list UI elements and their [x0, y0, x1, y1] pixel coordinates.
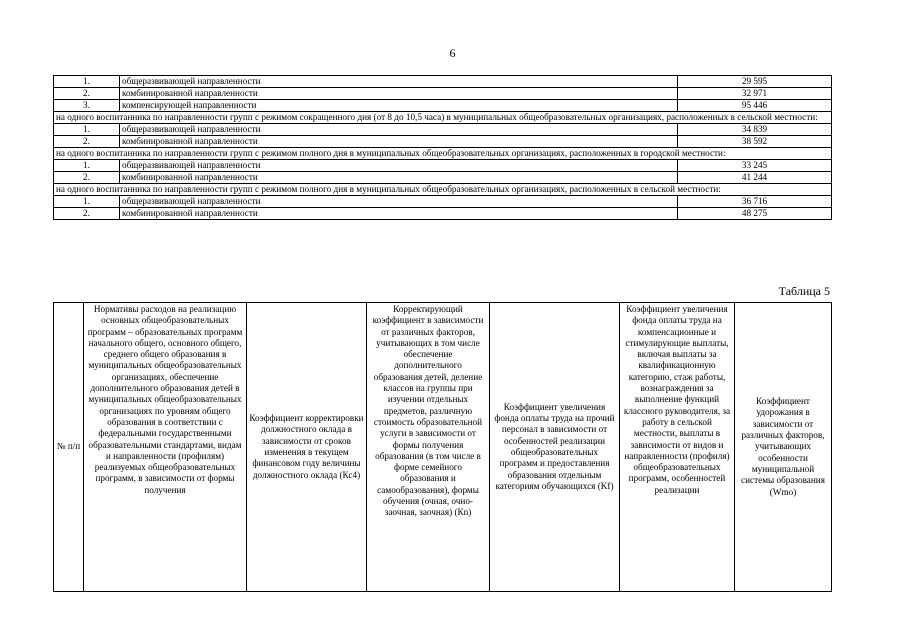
table-caption: Таблица 5	[778, 284, 830, 298]
row-name: компенсирующей направленности	[120, 100, 678, 112]
header-col-number: № п/п	[54, 303, 84, 592]
row-number: 1.	[54, 160, 120, 172]
row-number: 1.	[54, 196, 120, 208]
section-heading: на одного воспитанника по направленности групп с режимом полного дня в муниципальных общеобразовательных организациях, расположенных в сельской местности:	[54, 184, 832, 196]
row-value: 41 244	[678, 172, 832, 184]
row-number: 1.	[54, 124, 120, 136]
section-heading: на одного воспитанника по направленности групп с режимом полного дня в муниципальных общеобразовательных организациях, расположенных в городской местности:	[54, 148, 832, 160]
row-name: общеразвивающей направленности	[120, 196, 678, 208]
row-value: 33 245	[678, 160, 832, 172]
row-number: 1.	[54, 76, 120, 88]
row-name: общеразвивающей направленности	[120, 76, 678, 88]
header-col-kc4: Коэффициент корректировки должностного оклада в зависимости от сроков изменения в текущем финансовом году величины должностного оклада (Кс4)	[247, 303, 367, 592]
row-number: 2.	[54, 208, 120, 220]
row-number: 2.	[54, 136, 120, 148]
header-col-kf: Коэффициент увеличения фонда оплаты труда на прочий персонал в зависимости от особенностей реализации общеобразовательных программ и предоставления образования отдельным категориям обучающихся (Kf)	[490, 303, 620, 592]
row-name: общеразвивающей направленности	[120, 160, 678, 172]
table-row	[54, 100, 832, 112]
table-5-header	[53, 302, 832, 592]
header-col-ksv: Коэффициент увеличения фонда оплаты труда на компенсационные и стимулирующие выплаты, включая выплаты за квалификационную категорию, стаж работы, вознаграждения за выполнение функций классного руководителя, за работу в сельской местности, выплаты в зависимости от видов и направленности (профиля) общеобразовательных программ, особенностей реализации	[620, 303, 735, 592]
row-value: 36 716	[678, 196, 832, 208]
table-row	[54, 208, 832, 220]
table-row	[54, 76, 832, 88]
section-heading: на одного воспитанника по направленности групп с режимом сокращенного дня (от 8 до 10,5 часа) в муниципальных общеобразовательных организациях, расположенных в сельской местности:	[54, 112, 832, 124]
row-name: комбинированной направленности	[120, 172, 678, 184]
row-name: комбинированной направленности	[120, 136, 678, 148]
row-value: 95 446	[678, 100, 832, 112]
table-row	[54, 88, 832, 100]
row-number: 2.	[54, 172, 120, 184]
row-value: 38 592	[678, 136, 832, 148]
standards-table	[53, 75, 832, 220]
page-number: 6	[449, 46, 456, 60]
header-col-wmo: Коэффициент удорожания в зависимости от различных факторов, учитывающих особенности муниципальной системы образования (Wmo)	[735, 303, 832, 592]
header-col-norms: Нормативы расходов на реализацию основных общеобразовательных программ – образовательных программ начального общего, основного общего, среднего общего образования в муниципальных общеобразовательных организациях, обеспечение дополнительного образования детей в муниципальных общеобразовательных организациях по уровням общего образования в соответствии с федеральными государственными образовательными стандартами, видам и направленности (профилям) реализуемых общеобразовательных программ, в зависимости от формы получения	[84, 303, 247, 592]
row-number: 2.	[54, 88, 120, 100]
table-row	[54, 172, 832, 184]
section-row	[54, 112, 832, 124]
section-row	[54, 148, 832, 160]
table-row	[54, 160, 832, 172]
table-5-header-row	[54, 303, 832, 592]
row-value: 34 839	[678, 124, 832, 136]
row-name: общеразвивающей направленности	[120, 124, 678, 136]
row-name: комбинированной направленности	[120, 208, 678, 220]
table-row	[54, 124, 832, 136]
row-value: 48 275	[678, 208, 832, 220]
row-value: 32 971	[678, 88, 832, 100]
table-row	[54, 136, 832, 148]
table-row	[54, 196, 832, 208]
section-row	[54, 184, 832, 196]
row-name: комбинированной направленности	[120, 88, 678, 100]
row-number: 3.	[54, 100, 120, 112]
row-value: 29 595	[678, 76, 832, 88]
header-col-kn: Корректирующий коэффициент в зависимости от различных факторов, учитывающих в том числе обеспечение дополнительного образования детей, деление классов на группы при изучении отдельных предметов, различную стоимость образовательной услуги в зависимости от формы получения образования (в том числе в форме семейного образования и самообразования), формы обучения (очная, очно-заочная, заочная) (Кn)	[367, 303, 490, 592]
